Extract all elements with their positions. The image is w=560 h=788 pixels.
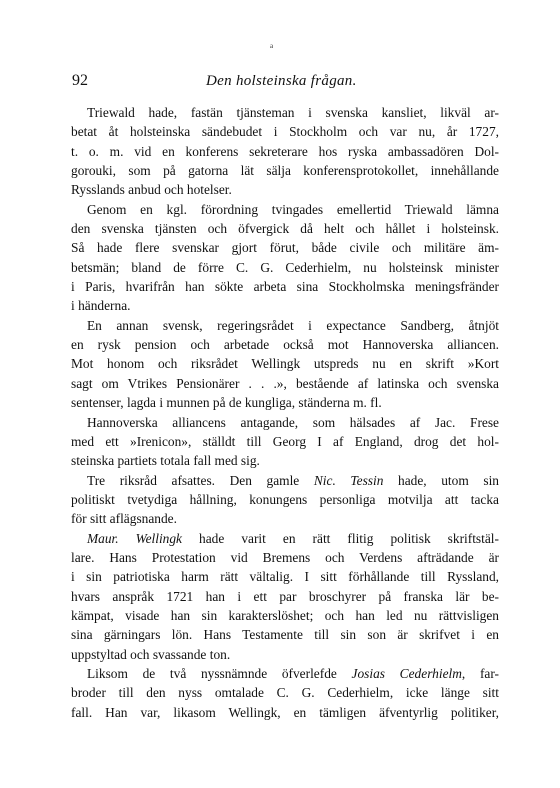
text-line: Triewald hade, fastän tjänsteman i svenska kansliet, likväl ar- — [87, 105, 499, 120]
text-line: sentenser, lagda i munnen på de kungliga, ständerna m. fl. — [71, 395, 382, 411]
text-line: t. o. m. vid en konferens sekreterare hos ryska ambassadören Dol- — [71, 143, 499, 159]
text-line: Mot honom och riksrådet Wellingk utspreds nu en skrift »Kort — [71, 356, 499, 372]
text-line: med ett »Irenicon», ställdt till Georg I af England, drog det hol- — [71, 433, 499, 449]
text-line: en rysk pension och arbetade också mot Hannoverska alliancen. — [71, 337, 499, 353]
text-line: Så hade flere svenskar gjort förut, både civile och militäre äm- — [71, 240, 499, 256]
text-line: En annan svensk, regeringsrådet i expectance Sandberg, åtnjöt — [87, 317, 499, 333]
running-title: Den holsteinska frågan. — [206, 73, 357, 89]
text-line: sagt om Vtrikes Pensionärer . . .», bestående af latinska och svenska — [71, 375, 499, 391]
text-line: lare. Hans Protestation vid Bremens och Verdens afträdande är — [71, 549, 499, 565]
italic-name: Maur. Wellingk — [87, 530, 183, 546]
text-line: fall. Han var, likasom Wellingk, en tämligen äfventyrlig politiker, — [71, 704, 499, 720]
text-line: Genom en kgl. förordning tvingades emellertid Triewald lämna — [87, 201, 499, 217]
text-line: Hannoverska alliancens antagande, som hälsades af Jac. Frese — [87, 414, 499, 430]
body-text — [71, 103, 499, 722]
italic-name: Josias Cederhielm — [351, 665, 462, 681]
text-line: Rysslands anbud och hotelser. — [71, 182, 232, 198]
top-mark: a — [270, 42, 274, 50]
text-line: kämpat, visade han sin karakterslöshet; och han led nu rättvisligen — [71, 607, 499, 623]
text-line: i händerna. — [71, 298, 131, 314]
text-line: Tre riksråd afsattes. Den gamle Nic. Tessin hade, utom sin — [87, 472, 499, 488]
page-header — [72, 72, 498, 92]
text-line: i sin patriotiska harm rätt vältalig. I sitt förhållande till Ryssland, — [71, 569, 499, 585]
text-line: uppstyltad och svassande ton. — [71, 646, 231, 662]
text-line: broder till den nyss omtalade C. G. Cederhielm, icke länge sitt — [71, 685, 499, 701]
page-number: 92 — [72, 72, 88, 89]
text-line: gorouki, som på gatorna lät sälja konferensprotokollet, innehållande — [71, 163, 499, 179]
text-line: steinska partiets totala fall med sig. — [71, 453, 260, 469]
text-line: Maur. Wellingk hade varit en rätt flitig politisk skriftstäl- — [87, 530, 499, 546]
text-line: betsmän; bland de förre C. G. Cederhielm, nu holsteinsk minister — [71, 259, 499, 275]
text-line: hvars anspråk 1721 han i ett par broschyrer på franska lär be- — [71, 588, 499, 604]
text-line: politiskt tvetydiga hållning, konungens personliga motvilja att tacka — [71, 491, 499, 507]
text-line: i Paris, hvarifrån han sökte arbeta sina Stockholmska meningsfränder — [71, 279, 499, 295]
italic-name: Nic. Tessin — [313, 472, 384, 488]
text-line: betat åt holsteinska sändebudet i Stockholm och var nu, år 1727, — [71, 124, 499, 140]
text-line: sina gärningars lön. Hans Testamente till sin son är skrifvet i en — [71, 627, 499, 643]
text-line: Liksom de två nyssnämnde öfverlefde Josias Cederhielm, far- — [87, 665, 499, 681]
text-line: för sitt aflägsnande. — [71, 511, 177, 527]
text-line: den svenska tjänsten och öfvergick då helt och hållet i holsteinsk. — [71, 221, 499, 237]
